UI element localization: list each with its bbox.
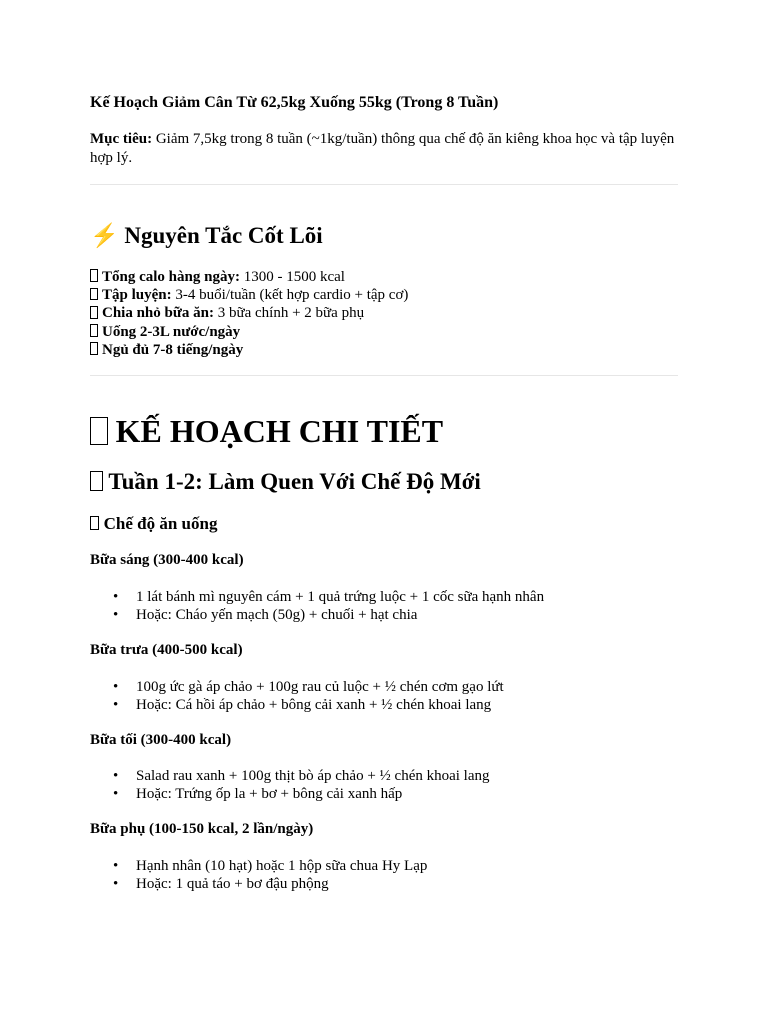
lunch-list xyxy=(113,678,504,714)
principle-item xyxy=(90,323,408,341)
list-item: • Hạnh nhân (10 hạt) hoặc 1 hộp sữa chua Hy Lạp xyxy=(113,857,427,875)
principles-heading xyxy=(90,222,323,250)
diet-heading-text: Chế độ ăn uống xyxy=(103,514,218,533)
principle-value: 1300 - 1500 kcal xyxy=(239,269,345,285)
emoji-box-icon xyxy=(90,471,103,491)
principle-item xyxy=(90,341,408,359)
meal-heading-breakfast: Bữa sáng (300-400 kcal) xyxy=(90,552,244,568)
principle-item xyxy=(90,268,408,286)
document-title: Kế Hoạch Giảm Cân Từ 62,5kg Xuống 55kg (Trong 8 Tuần) xyxy=(90,94,499,111)
principle-label: Ngủ đủ 7-8 tiếng/ngày xyxy=(102,341,244,358)
emoji-box-icon xyxy=(90,269,98,282)
list-item: • Hoặc: 1 quả táo + bơ đậu phộng xyxy=(113,875,427,893)
breakfast-list xyxy=(113,588,544,624)
principle-value: 3 bữa chính + 2 bữa phụ xyxy=(213,305,365,322)
list-item: • Hoặc: Trứng ốp la + bơ + bông cải xanh hấp xyxy=(113,785,490,803)
goal-label: Mục tiêu: xyxy=(90,131,153,147)
emoji-box-icon xyxy=(90,324,98,337)
emoji-box-icon xyxy=(90,417,108,444)
week-heading xyxy=(90,468,481,496)
diet-heading xyxy=(90,513,217,534)
principle-label: Tập luyện: xyxy=(102,287,172,304)
meal-heading-snack: Bữa phụ (100-150 kcal, 2 lần/ngày) xyxy=(90,821,314,837)
dinner-list xyxy=(113,767,490,803)
meal-heading-dinner: Bữa tối (300-400 kcal) xyxy=(90,732,232,748)
list-item: • 1 lát bánh mì nguyên cám + 1 quả trứng luộc + 1 cốc sữa hạnh nhân xyxy=(113,588,544,606)
divider xyxy=(90,375,678,376)
principle-label: Chia nhỏ bữa ăn: xyxy=(102,305,214,322)
emoji-box-icon xyxy=(90,306,98,319)
goal-text: Giảm 7,5kg trong 8 tuần (~1kg/tuần) thông qua chế độ ăn kiêng khoa học và tập luyện hợp lý. xyxy=(90,131,675,166)
emoji-box-icon xyxy=(90,342,98,355)
list-item: • Salad rau xanh + 100g thịt bò áp chảo + ½ chén khoai lang xyxy=(113,767,490,785)
principles-list xyxy=(90,268,408,359)
principle-label: Tổng calo hàng ngày: xyxy=(102,269,240,285)
principles-heading-text: Nguyên Tắc Cốt Lõi xyxy=(124,223,323,248)
principle-item xyxy=(90,304,408,322)
goal-paragraph xyxy=(90,130,682,168)
emoji-box-icon xyxy=(90,288,98,301)
list-item: • Hoặc: Cá hồi áp chảo + bông cải xanh + ½ chén khoai lang xyxy=(113,696,504,714)
emoji-box-icon xyxy=(90,516,99,530)
plan-heading xyxy=(90,411,443,451)
principle-value: 3-4 buổi/tuần (kết hợp cardio + tập cơ) xyxy=(171,287,409,304)
snack-list xyxy=(113,857,427,893)
divider xyxy=(90,184,678,185)
principle-label: Uống 2-3L nước/ngày xyxy=(102,323,241,340)
list-item: • Hoặc: Cháo yến mạch (50g) + chuối + hạt chia xyxy=(113,606,544,624)
plan-heading-text: KẾ HOẠCH CHI TIẾT xyxy=(115,413,444,449)
lightning-icon: ⚡ xyxy=(90,223,119,248)
meal-heading-lunch: Bữa trưa (400-500 kcal) xyxy=(90,642,243,658)
week-heading-text: Tuần 1-2: Làm Quen Với Chế Độ Mới xyxy=(108,469,481,494)
principle-item xyxy=(90,286,408,304)
list-item: • 100g ức gà áp chảo + 100g rau củ luộc + ½ chén cơm gạo lứt xyxy=(113,678,504,696)
